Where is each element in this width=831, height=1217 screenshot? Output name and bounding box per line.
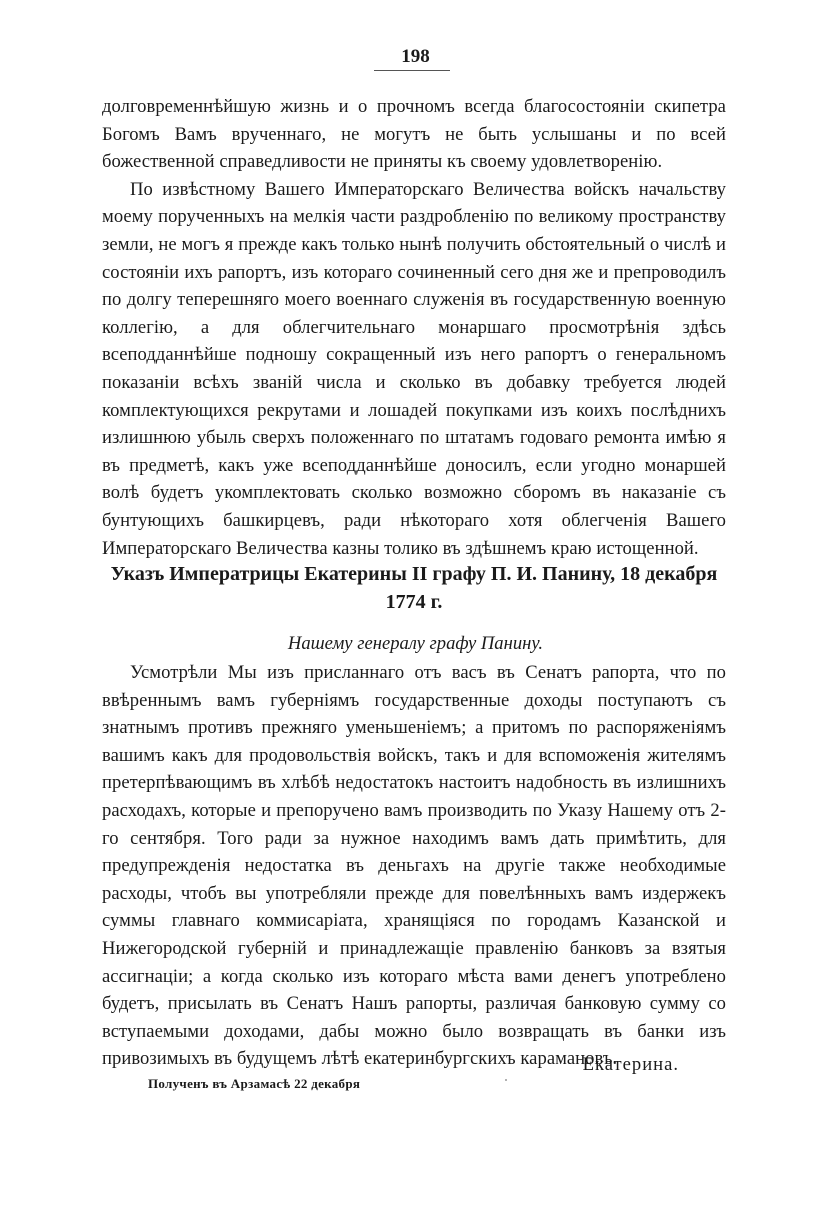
signature: Екатерина. xyxy=(582,1054,679,1075)
letter-text xyxy=(102,93,726,562)
paragraph: По извѣстному Вашего Императорскаго Величества войскъ начальству моему порученныхъ на мелкiя части раздробленiю по великому пространству земли, не могъ я прежде какъ только нынѣ получить обстоятельный о числѣ и состоянiи ихъ рапортъ, изъ котораго сочиненный сего дня же и препроводилъ по долгу теперешняго моего военнаго служенiя въ государственную военную коллегiю, а для облегчительнаго монаршаго просмотрѣнiя здѣсь всеподданнѣйше подношу сокращенный изъ него рапортъ о генеральномъ показанiи всѣхъ званiй числа и сколько въ добавку требуется людей комплектующихся рекрутами и лошадей покупками изъ коихъ послѣднихъ излишнюю убыль сверхъ положеннаго по штатамъ годоваго ремонта имѣю я въ предметѣ, какъ уже всеподданнѣйше доносилъ, если угодно монаршей волѣ будетъ укомплектовать сколько возможно сборомъ въ наказанiе съ бунтующихъ башкирцевъ, ради нѣкотораго хотя облегченiя Вашего Императорскаго Величества казны толико въ здѣшнемъ краю истощенной. xyxy=(102,178,726,559)
decree-heading: Указъ Императрицы Екатерины II графу П. И. Панину, 18 декабря 1774 г. xyxy=(110,563,718,613)
print-speck xyxy=(505,1079,507,1081)
page-number-rule xyxy=(374,70,450,71)
received-note: Полученъ въ Арзамасѣ 22 декабря xyxy=(148,1076,361,1091)
paragraph: Усмотрѣли Мы изъ присланнаго отъ васъ въ Сенатъ рапорта, что по ввѣреннымъ вамъ губернiямъ государственные доходы поступаютъ съ знатнымъ противъ прежняго уменьшенiемъ; а притомъ по распоряженiямъ вашимъ какъ для продовольствiя войскъ, такъ и для вспоможенiя жителямъ претерпѣвающимъ въ хлѣбѣ недостатокъ настоитъ надобность въ излишнихъ расходахъ, которые и препоручено вамъ производить по Указу Нашему отъ 2-го сентября. Того ради за нужное находимъ вамъ дать примѣтить, для предупрежденiя недостатка въ деньгахъ на другiе также необходимые расходы, чтобъ вы употребляли прежде для повелѣнныхъ вамъ издержекъ суммы главнаго коммисарiата, хранящiяся по городамъ Казанской и Нижегородской губернiй и принадлежащiе правленiю банковъ за взятыя ассигнацiи; а когда сколько изъ котораго мѣста вами денегъ употреблено будетъ, присылать въ Сенатъ Нашъ рапорты, различая банковую сумму со вступаемыми доходами, дабы можно было возвращать въ банки изъ привозимыхъ въ будущемъ лѣтѣ екатеринбургскихъ карамановъ. xyxy=(102,662,726,1070)
paragraph: долговременнѣйшую жизнь и о прочномъ всегда благосостоянiи скипетра Богомъ Вамъ врученнаго, не могутъ не быть услышаны и по всей божественной справедливости не приняты къ своему удовлетворенiю. xyxy=(102,96,726,173)
decree-text xyxy=(102,659,726,1073)
page-number: 198 xyxy=(401,46,430,67)
salutation: Нашему генералу графу Панину. xyxy=(287,633,544,654)
